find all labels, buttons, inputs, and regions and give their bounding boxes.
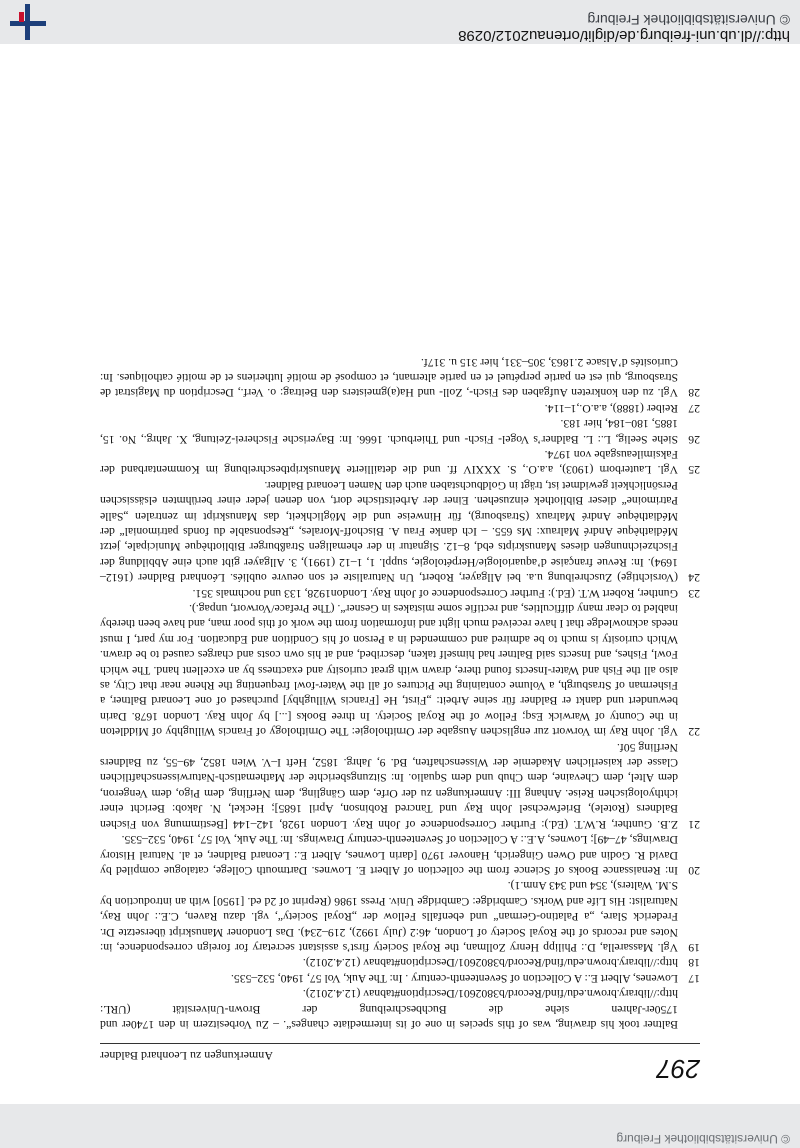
- endnote-number: 23: [688, 586, 700, 600]
- endnote-text: http://library.brown.edu/find/Record/b3802601/Description#tabnav (12.4.2012).: [302, 956, 678, 970]
- endnote: [100, 601, 700, 740]
- endnote: [100, 416, 700, 447]
- source-url-link[interactable]: http://dl.ub.uni-freiburg.de/diglit/ortenau2012/0298: [458, 27, 790, 44]
- page-number: 297: [656, 1054, 700, 1084]
- endnotes: [100, 354, 700, 1032]
- endnote: [100, 878, 700, 955]
- endnote-number: 17: [688, 971, 700, 985]
- endnote-text: Lowenes, Albert E.: A Collection of Seventeenth-century . In: The Auk, Vol 57, 1940, 532–535.: [231, 971, 678, 985]
- endnote: [100, 986, 700, 1032]
- top-footer-bar: [0, 1104, 800, 1148]
- endnote-number: 28: [688, 386, 700, 400]
- endnote: [100, 354, 700, 400]
- endnote-text: Vgl. John Ray im Vorwort zur englischen Ausgabe der Ornithologie: The Ornithology of Francis Willughby of Middleton in the County of Warwick Esq; Fellow of the Royal Society. In three Books [...] by John Ray. London 1678. Darin bewundert und dankt er Baldner für seine Arbeit: „First, He [Francis Willughby] purchased of one Leonard Baltner, a Fisherman of Strasburgh, a Volume containing the Pictures of all the Water-fowl frequenting the Rhene near that City, as also all the Fish and Water-Insects found there, drawn with great curiosity and exactness by an excellent hand. The which Fowl, Fishes, and Insects said Baltner had himself taken, described, and at his own costs and charges caused to be drawn. Which curiosity is much to be admired and commended in a Person of his Condition and Education. For my part, I must needs acknowledge that I have received much light and information from the work of this poor man, and have been thereby inabled to clear many difficulties, and rectifie some mistakes in Gesner“. (The Preface/Vorwort, unpag.).: [100, 602, 678, 739]
- endnote-text: Baltner took his drawing, was of this species in one of its intermediate changes“. – Zu Vorbesitzern in den 1740er und 1750er-Jahren siehe die Buchbeschreibung der Brown-Universität (URL: http://library.brown.edu/find/Record/b3802601/Description#tabnav (12.4.2012).: [100, 987, 678, 1031]
- running-title: Anmerkungen zu Leonhard Baldner: [100, 1049, 273, 1063]
- endnote: [100, 970, 700, 985]
- endnote-number: 27: [688, 401, 700, 415]
- endnote-number: 21: [688, 817, 700, 831]
- university-logo-icon: [6, 4, 50, 40]
- endnote-number: 24: [688, 571, 700, 585]
- endnote-number: 20: [688, 863, 700, 877]
- endnote: [100, 955, 700, 970]
- endnote-text: Reiber (1888), a.a.O.,1–114.: [544, 401, 678, 415]
- library-credit-top: © Universitätsbibliothek Freiburg: [616, 1132, 790, 1146]
- bottom-footer-bar: [0, 0, 800, 44]
- endnote-number: 25: [688, 463, 700, 477]
- endnote-number: 22: [688, 725, 700, 739]
- endnote: [100, 585, 700, 600]
- endnote-text: Vgl. Massarella, D.: Philipp Henry Zollman, the Royal Society first’s assistant secretary for foreign correspondence, in: Notes and records of the Royal Society of London, 46:2 (July 1992), 219–234). Das Londoner Manuskript übersetzte Dr. Frederick Slare, „a Palatino-German“ und ebenfalls Fellow der „Royal Society“, vgl. dazu Raven, C.E.: John Ray, Naturalist: His Life and Works. Cambridge: Cambridge Univ. Press 1986 (Reprint of 2d ed. [1950] with an introduction by S.M. Walters), 354 und 343 Anm.1).: [100, 879, 678, 954]
- endnote-text: (Vorsichtige) Zuschreibung u.a. bei Allgayer, Robert, Un Naturaliste et son oeuvre oubliés. Léonhard Baldner (1612–1694). In: Revue française d’aquariologie/Herpétologie, suppl. 1, 1–12 (1991), 3. Allgayer gibt auch eine Abbildung der Fischzeichnungen dieses Manuskripts ebd, 8–12. Signatur in der ehemaligen Straßburger Bibliothèque Municipale, jetzt Médiathèque André Malraux: Ms 655. – Ich danke Frau A. Bischoff-Morales, „Responsable du fonds patrimonial“ der Médiathèque André Malraux (Strasbourg), für Hinweise und die Möglichkeit, das Manuskript im zentralen „Salle Patrimoine“ dieser Bibliothek einzusehen. Einer der Arbeitstische dort, von denen jeder einer berühmten elsässischen Persönlichkeit gewidmet ist, trägt in Goldbuchstaben auch den Namen Leonard Baldner.: [100, 478, 678, 585]
- endnote-number: 18: [688, 956, 700, 970]
- endnote-text: Z.B. Gunther, R.W.T. (Ed.): Further Correspondence of John Ray. London 1928, 142–144 [Bestimmung von Fischen Baldners (Rotele), Briefwechsel John Ray und Tancred Robinson, April 1685]; Heckel, N. Jakob: Bericht einer ichthyologischen Reise. Anhang III: Anmerkungen zu der Orfe, dem Gängling, dem Nerfling, dem Pigo, dem Vengeron, dem Altel, dem Chevaine, dem Chub und dem Squalio. In: Sitzungsberichte der Mathematisch-Naturwissenschaftlichen Classe der kaiserlichen Akademie der Wissenschaften, Bd. 9, Jahrg. 1852, Heft I–V. Wien 1852, 49–55, zu Baldners Nerfling 50f.: [100, 740, 678, 831]
- endnote: [100, 832, 700, 878]
- endnote-text: Vgl. zu den konkreten Aufgaben des Fisch-, Zoll- und Ha(a)gmeisters den Beitrag: o. Verf., Description du Magistrat de Strasbourg, qui est en partie perpétuel et en partie alternant, et composé de moitié lutheriens et de moitié catholiques. In: Curiosités d’Alsace 2.1863, 305–331, hier 315 u. 317f.: [100, 355, 678, 400]
- endnote-text: Siehe Seelig, L.: L. Baldner’s Vogel- Fisch- und Thierbuch. 1666. In: Bayerische Fischerei-Zeitung, X. Jahrg., No. 15, 1885, 180–184, hier 183.: [100, 417, 678, 446]
- endnote-text: In: Renaissance Books of Science from the collection of Albert E. Lownes. Dartmouth College, catalogue compiled by David R. Godin and Owen Gingerich, Hanover 1970 [darin Lownes, Albert E.: Leonard Baldner, et al. Natural History Drawings, 47–49]; Lownes, A.E.: A Collection of Seventeenth-century Drawings. In: The Auk, Vol 57, 1940, 532–535.: [100, 833, 678, 877]
- endnote: [100, 447, 700, 478]
- endnote: [100, 400, 700, 415]
- endnote-number: 19: [688, 940, 700, 954]
- endnote-number: 26: [688, 432, 700, 446]
- endnote-text: Vgl. Lauterborn (1903), a.a.O., S. XXXIV ff. und die detaillierte Manuskriptbeschreibung im Kommentarband der Faksimileausgabe von 1974.: [100, 447, 678, 477]
- library-credit-bottom: © Universitätsbibliothek Freiburg: [587, 12, 790, 28]
- endnote: [100, 477, 700, 585]
- endnote-text: Gunther, Robert W.T. (Ed.): Further Correspondence of John Ray. London1928, 133 und nochmals 351.: [192, 586, 678, 600]
- page-header: [100, 1043, 700, 1084]
- endnote: [100, 739, 700, 831]
